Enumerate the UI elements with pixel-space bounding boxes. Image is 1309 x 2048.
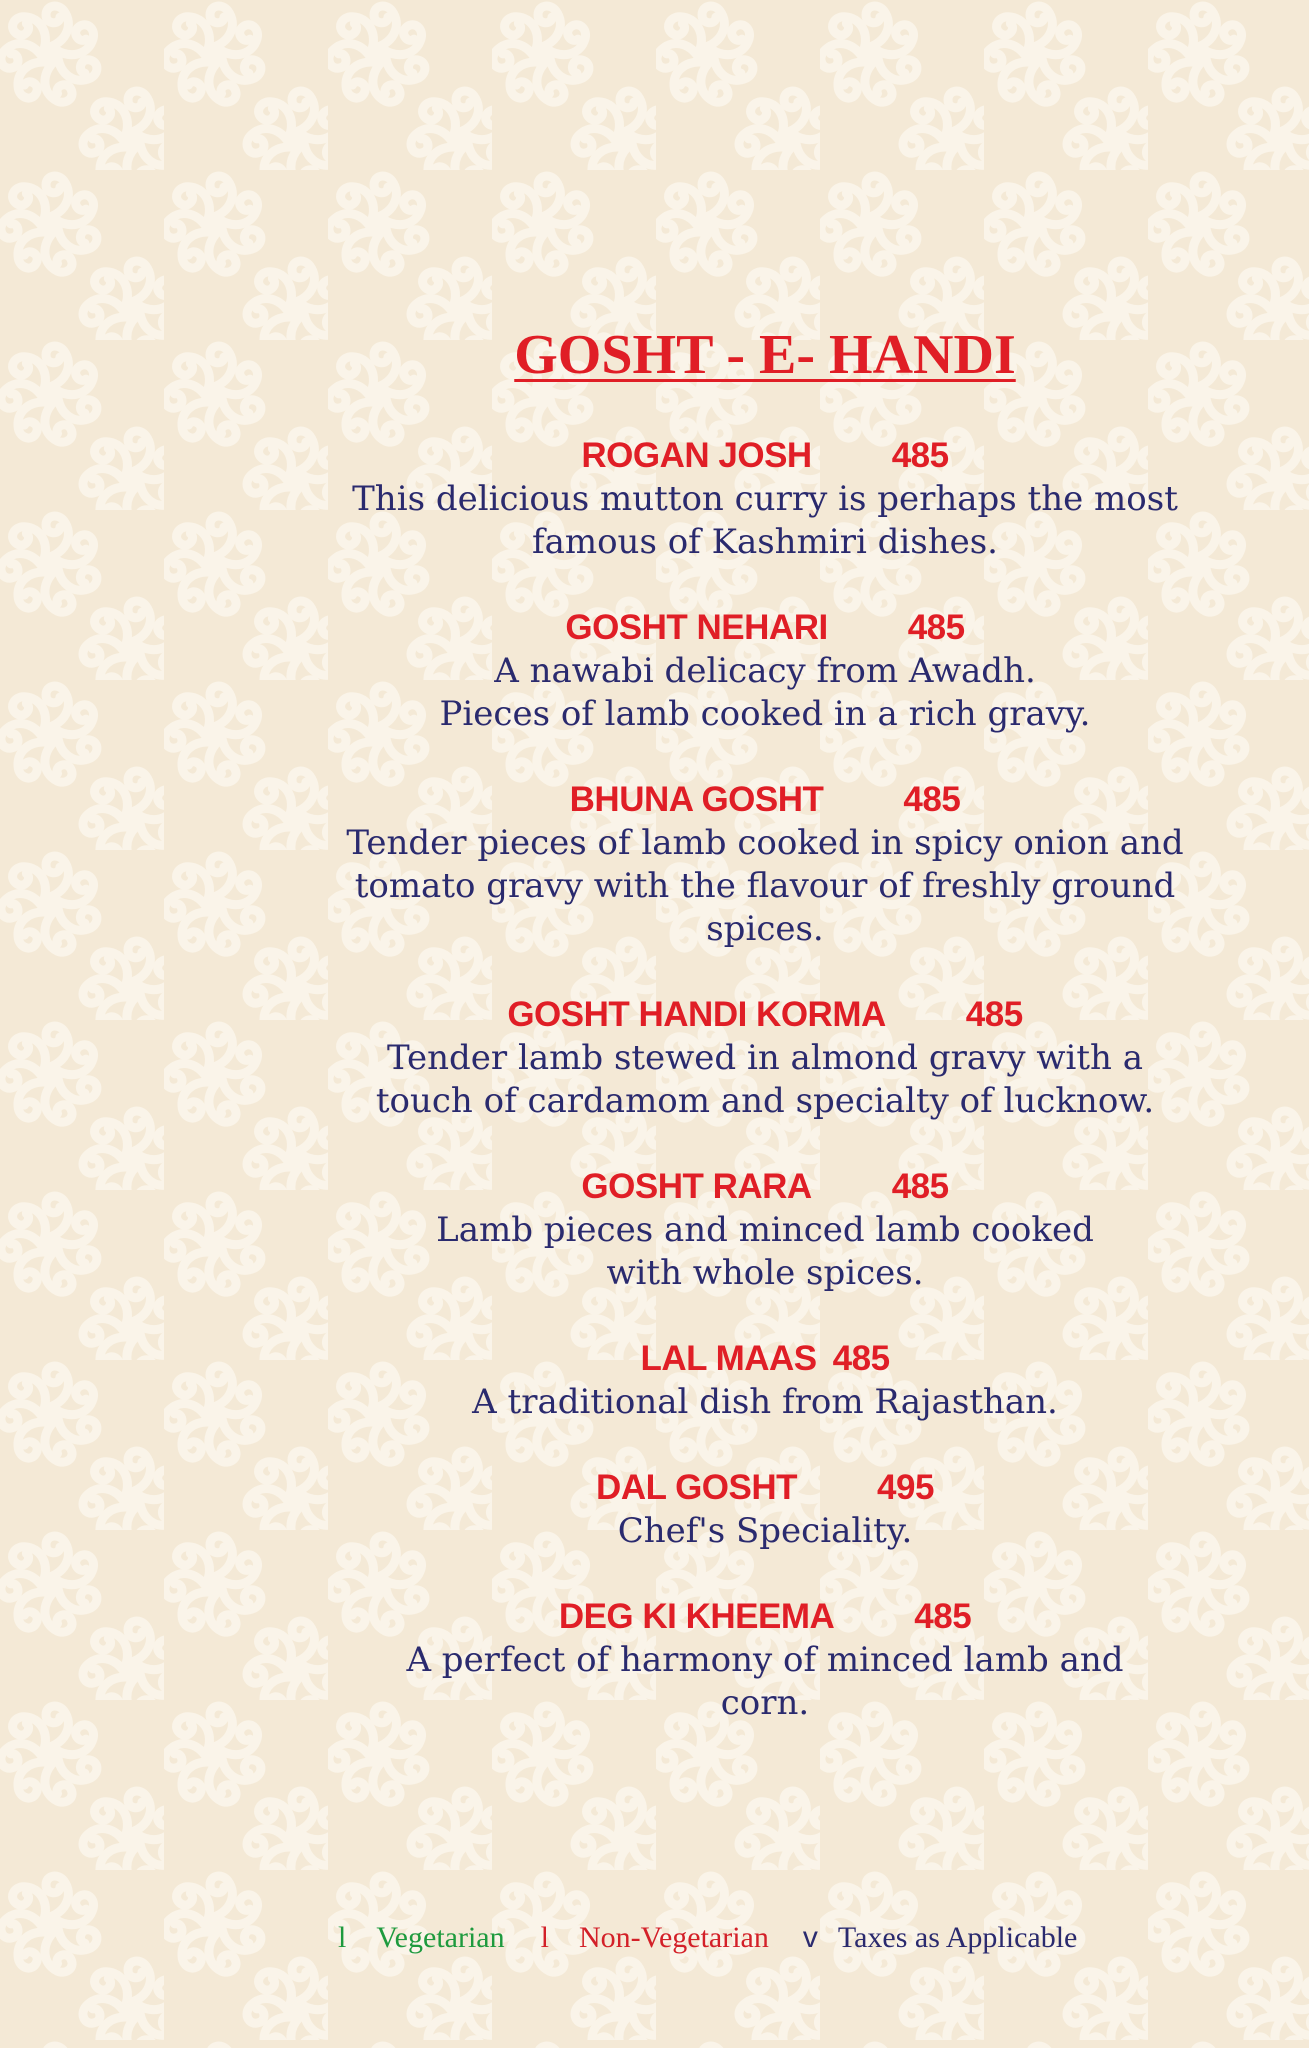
menu-item-header (340, 1466, 1190, 1510)
menu-item-name: LAL MAAS (640, 1339, 817, 1378)
menu-item-name: DEG KI KHEEMA (558, 1597, 835, 1636)
taxes-symbol: v (802, 1921, 818, 1954)
menu-item-price: 485 (965, 995, 1023, 1034)
menu-item (340, 434, 1190, 564)
menu-item-header (340, 778, 1190, 822)
menu-item-price: 485 (914, 1597, 972, 1636)
menu-item-name: GOSHT RARA (581, 1167, 812, 1206)
menu-item (340, 778, 1190, 951)
menu-section (340, 320, 1190, 1767)
menu-item (340, 1165, 1190, 1295)
dietary-legend (338, 1918, 1077, 1958)
vegetarian-label: Vegetarian (376, 1921, 505, 1954)
menu-item-description: A perfect of harmony of minced lamb and corn. (406, 1640, 1124, 1723)
non-vegetarian-symbol: l (540, 1921, 549, 1954)
menu-item-description: Lamb pieces and minced lamb cooked with whole spices. (436, 1210, 1094, 1293)
menu-item-header (340, 993, 1190, 1037)
menu-item-name: GOSHT HANDI KORMA (507, 995, 886, 1034)
menu-item-name: BHUNA GOSHT (569, 780, 824, 819)
menu-item-price: 485 (891, 436, 949, 475)
vegetarian-symbol: l (338, 1921, 347, 1954)
menu-item-name: DAL GOSHT (596, 1468, 798, 1507)
menu-item (340, 1595, 1190, 1725)
menu-item-description: This delicious mutton curry is perhaps the most famous of Kashmiri dishes. (352, 479, 1178, 562)
menu-item-header (340, 1337, 1190, 1381)
menu-item-description: Tender lamb stewed in almond gravy with a touch of cardamom and specialty of lucknow. (375, 1038, 1155, 1121)
taxes-label: Taxes as Applicable (837, 1921, 1078, 1954)
non-vegetarian-label: Non-Vegetarian (578, 1921, 769, 1954)
menu-item-name: ROGAN JOSH (581, 436, 812, 475)
menu-title: GOSHT - E- HANDI (514, 324, 1016, 386)
menu-item-description: A traditional dish from Rajasthan. (472, 1382, 1058, 1422)
menu-item-header (340, 434, 1190, 478)
menu-item (340, 993, 1190, 1123)
menu-item-price: 485 (832, 1339, 890, 1378)
menu-item-header (340, 1165, 1190, 1209)
menu-item-price: 485 (907, 608, 965, 647)
menu-item-price: 485 (903, 780, 961, 819)
menu-item-name: GOSHT NEHARI (565, 608, 828, 647)
menu-item-description: Tender pieces of lamb cooked in spicy onion and tomato gravy with the flavour of freshly ground spices. (346, 823, 1184, 949)
menu-item-description: Chef's Speciality. (617, 1511, 913, 1551)
menu-item-description: A nawabi delicacy from Awadh. Pieces of lamb cooked in a rich gravy. (439, 651, 1091, 734)
menu-item-price: 495 (877, 1468, 934, 1507)
menu-item-header (340, 1595, 1190, 1639)
menu-item-header (340, 606, 1190, 650)
menu-item (340, 1466, 1190, 1553)
menu-item-price: 485 (891, 1167, 949, 1206)
menu-item (340, 606, 1190, 736)
menu-item (340, 1337, 1190, 1424)
